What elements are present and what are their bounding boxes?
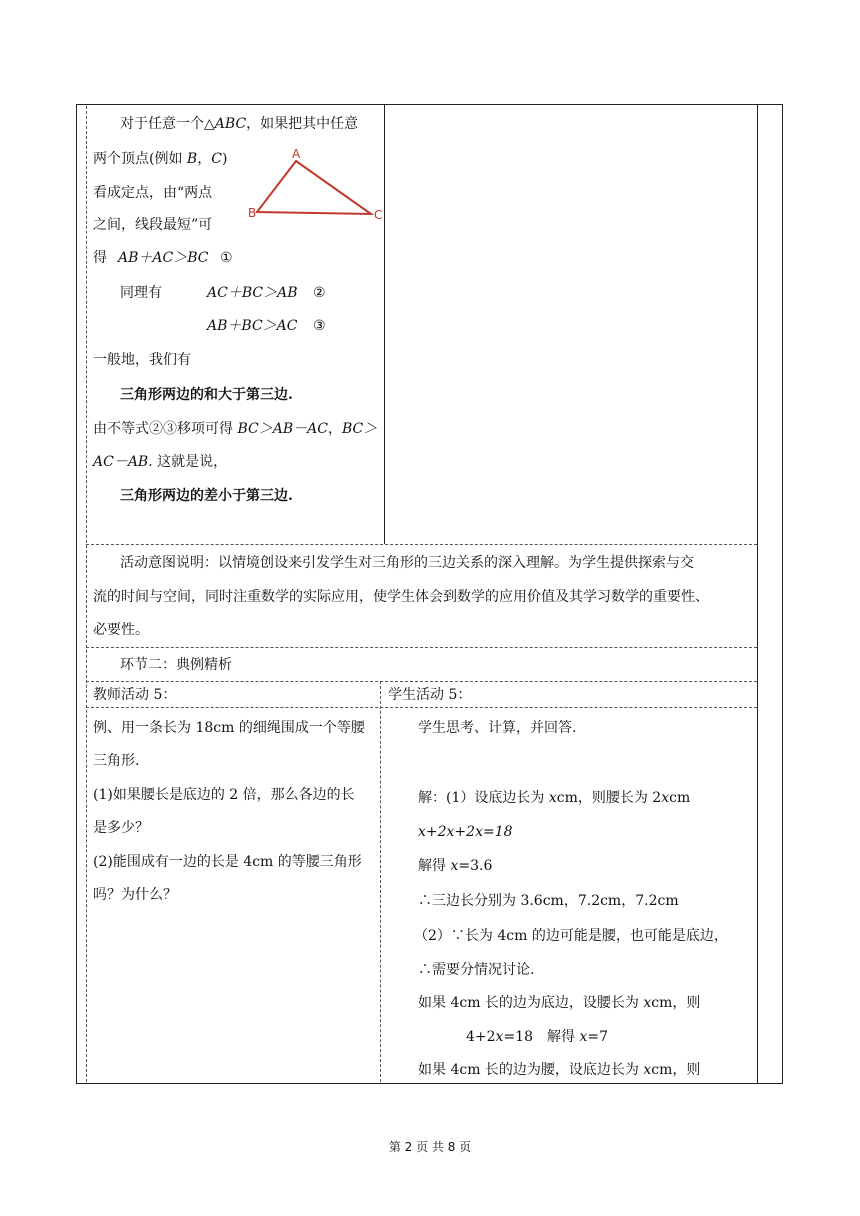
student-line-9: 4+2x=18 解得 x=7	[466, 1029, 608, 1045]
intent-line-2: 流的时间与空间，同时注重数学的实际应用，使学生体会到数学的应用价值及其学习数学的重要性、	[93, 589, 709, 605]
student-line-10: 如果 4cm 长的边为腰，设底边长为 xcm，则	[418, 1062, 701, 1078]
row-divider-3	[86, 681, 757, 682]
student-line-2: 解：(1）设底边长为 xcm，则腰长为 2xcm	[418, 790, 691, 806]
intro-line-4: 之间，线段最短”可	[93, 217, 213, 233]
page-footer: 第 2 页 共 8 页	[388, 1140, 472, 1154]
student-line-8: 如果 4cm 长的边为底边，设腰长为 xcm，则	[418, 995, 701, 1011]
inequality-1: AB＋AC＞BC	[118, 250, 209, 266]
table-border-right	[782, 104, 783, 1084]
triangle-figure	[248, 144, 388, 224]
vertex-label-c: C	[374, 208, 383, 222]
teacher-line-3: (1)如果腰长是底边的 2 倍，那么各边的长	[93, 787, 355, 803]
row-divider-4	[86, 707, 757, 708]
inequality-2-mark: ②	[313, 285, 326, 301]
vertex-label-a: A	[292, 147, 301, 161]
intro-line-1: 对于任意一个△ABC，如果把其中任意	[120, 116, 359, 132]
section-title: 环节二：典例精析	[120, 657, 232, 673]
rule-sum: 三角形两边的和大于第三边.	[120, 387, 293, 403]
general-text: 一般地，我们有	[93, 352, 191, 368]
intro-line-3: 看成定点，由“两点	[93, 185, 213, 201]
move-line-1: 由不等式②③移项可得 BC＞AB－AC，BC＞	[93, 421, 378, 437]
inner-left-dash	[86, 106, 87, 1082]
student-line-4: 解得 x=3.6	[418, 858, 493, 874]
table-inner-right	[757, 104, 758, 1084]
inequality-3: AB＋BC＞AC	[207, 318, 298, 334]
teacher-line-2: 三角形.	[93, 753, 140, 769]
row-divider-1	[86, 544, 757, 545]
vertex-label-b: B	[248, 206, 257, 220]
teacher-line-5: (2)能围成有一边的长是 4cm 的等腰三角形	[93, 854, 362, 870]
bottom-column-divider	[380, 681, 381, 1082]
table-border-bottom	[76, 1083, 783, 1084]
teacher-header: 教师活动 5：	[93, 687, 177, 703]
teacher-line-4: 是多少？	[93, 820, 149, 836]
triangle-abc	[257, 161, 371, 214]
student-line-5: ∴三边长分别为 3.6cm，7.2cm，7.2cm	[418, 893, 679, 909]
intent-line-1: 活动意图说明：以情境创设来引发学生对三角形的三边关系的深入理解。为学生提供探索与交	[120, 555, 694, 571]
table-border-top	[76, 104, 783, 105]
intro-line-2: 两个顶点(例如 B，C)	[93, 151, 228, 167]
same-reason-label: 同理有	[120, 285, 162, 301]
student-line-3: x+2x+2x=18	[418, 824, 513, 840]
rule-diff: 三角形两边的差小于第三边.	[120, 488, 293, 504]
row-divider-2	[86, 647, 757, 648]
table-border-left	[76, 104, 77, 1084]
inequality-2: AC＋BC＞AB	[207, 285, 298, 301]
student-line-1: 学生思考、计算，并回答.	[418, 720, 577, 736]
intro-line-5: 得	[93, 250, 107, 266]
inequality-3-mark: ③	[313, 318, 326, 334]
move-line-2: AC－AB. 这就是说，	[93, 454, 228, 470]
teacher-line-1: 例、用一条长为 18cm 的细绳围成一个等腰	[93, 720, 365, 736]
student-header: 学生活动 5：	[388, 687, 472, 703]
intent-line-3: 必要性。	[93, 622, 149, 638]
teacher-line-6: 吗？为什么？	[93, 887, 177, 903]
student-line-6: （2）∵长为 4cm 的边可能是腰，也可能是底边，	[414, 928, 728, 944]
inequality-1-mark: ①	[220, 250, 233, 266]
student-line-7: ∴需要分情况讨论.	[418, 962, 535, 978]
